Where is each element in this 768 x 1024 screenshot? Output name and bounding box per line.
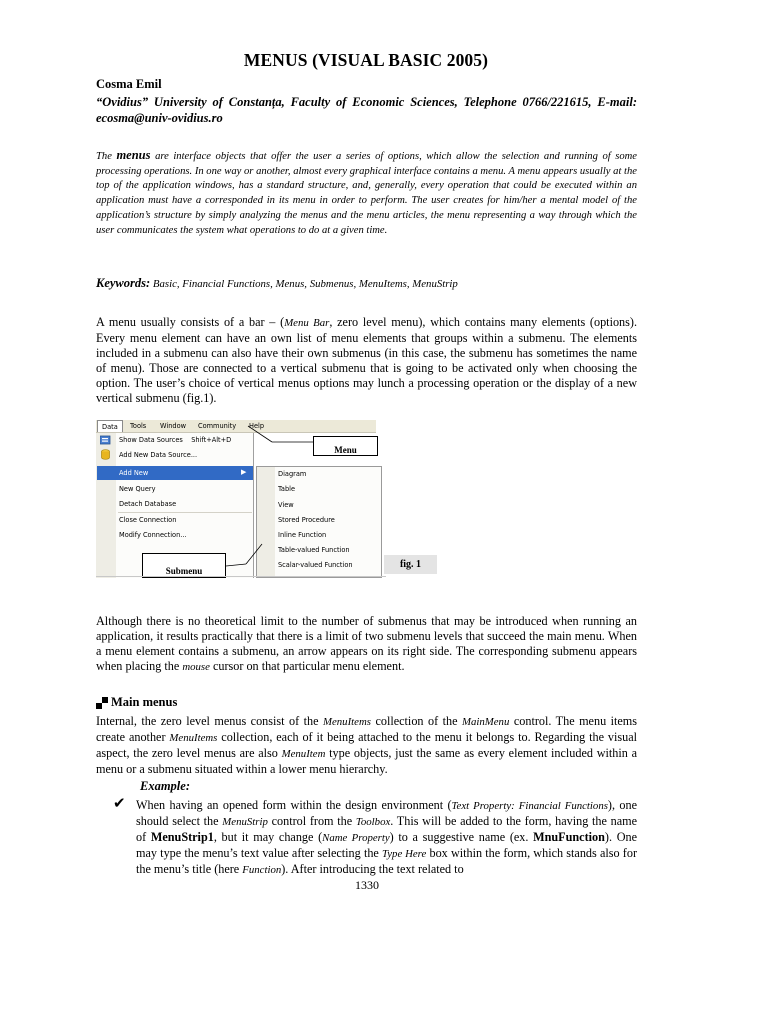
fig-menubar-window: Window — [160, 422, 186, 430]
ex-text-b: ), one should select the — [136, 798, 637, 828]
ex-text-property: Text Property: Financial Functions — [451, 800, 608, 812]
fig-sub-table: Table — [278, 485, 296, 493]
p1-text-a: A menu usually consists of a bar – ( — [96, 315, 285, 329]
ex-menustrip: MenuStrip — [222, 816, 268, 828]
p3-text-d: collection, each of it being attached to the menu it belongs to. Regarding the visual aspect, the zero level menus are also — [96, 730, 638, 760]
fig-caption: fig. 1 — [384, 555, 437, 574]
ex-menustrip1: MenuStrip1 — [150, 830, 214, 844]
section-marker-icon — [96, 697, 108, 709]
paper-title: MENUS (VISUAL BASIC 2005) — [243, 50, 489, 70]
fig-menubar-help: Help — [249, 422, 265, 430]
p3-mainmenu-term: MainMenu — [461, 716, 510, 728]
checkmark-icon: ✔ — [113, 796, 126, 812]
ex-mnufunction: MnuFunction — [533, 830, 605, 844]
fig-sub-diagram: Diagram — [278, 470, 307, 478]
paragraph-2 — [96, 614, 637, 675]
fig-callout-submenu: Submenu — [142, 553, 226, 578]
fig-dd-shortcut: Shift+Alt+D — [191, 436, 232, 444]
fig-dd-modify-connection: Modify Connection... — [119, 531, 187, 539]
section-heading-text: Main menus — [111, 695, 178, 709]
p3-text-c: control. The menu items create another — [96, 714, 638, 744]
p3-menuitem-term: MenuItem — [281, 748, 326, 760]
ex-text-d: . This will be added to the form, having the name of — [136, 814, 638, 844]
ex-function: Function — [242, 864, 282, 876]
p1-text-b: , zero level menu), which contains many elements (options). Every menu element can have an own list of menu elements that groups within a submenu. The elements included in a submenu can also have their own submenus (in this case, the submenu has sometimes the name of menu). Those are connected to a vertical submenu that is going to be activated only when choosing the option. The user’s choice of vertical menus options may lunch a processing operation or the display of a new vertical submenu (fig.1). — [96, 315, 637, 405]
keywords — [96, 276, 458, 291]
abstract-lead: The — [96, 151, 112, 162]
figure-1 — [96, 420, 436, 578]
example-label: Example: — [140, 779, 190, 793]
fig-sub-table-valued-function: Table-valued Function — [278, 546, 350, 554]
abstract-text: are interface objects that offer the user a series of options, which allow the selection and running of some processing operations. In one way or another, almost every graphical interface contains a menu. A menu appears usually at the top of the application windows, has a standard structure, and, generally, every operation that could be executed within an application must have a corresponded in its menu in order to perform. The user creates for him/her a mental model of the application’s structure by simply analyzing the menus and the menu articles, the menu representing a way through which the user communicates the system what operations to do at a given time. — [96, 151, 638, 236]
fig-baseline — [96, 576, 386, 577]
p2-text-a: Although there is no theoretical limit to the number of submenus that may be introduced when running an application, it results practically that there is a limit of two submenu levels that succeed the main menu. When a menu element contains a submenu, an arrow appears on its right side. The corresponding submenu appears when placing the — [96, 614, 637, 673]
ex-text-i: ). After introducing the text related to — [281, 862, 464, 876]
section-heading — [96, 695, 177, 710]
p3-text-e: type objects, just the same as every element included within a menu or a submenu situated within a lower menu hierarchy. — [96, 746, 638, 776]
author-name: Cosma Emil — [96, 77, 162, 91]
author-affiliation: “Ovidius” University of Constanța, Faculty of Economic Sciences, Telephone 0766/221615, E-mail: ecosma@univ-ovidius.ro — [96, 95, 637, 125]
fig-dd-close-connection: Close Connection — [119, 516, 177, 524]
paragraph-1 — [96, 315, 637, 406]
fig-dd-detach-database: Detach Database — [119, 500, 177, 508]
keywords-text: Basic, Financial Functions, Menus, Submenus, MenuItems, MenuStrip — [152, 278, 458, 290]
ex-text-g: ). One may type the menu’s text value after selecting the — [136, 830, 638, 860]
ex-text-a: When having an opened form within the design environment ( — [136, 798, 452, 812]
ex-type-here: Type Here — [382, 848, 427, 860]
ex-text-c: control from the — [271, 814, 353, 828]
fig-dd-add-new: Add New — [119, 469, 149, 477]
p3-menuitems-term-2: MenuItems — [169, 732, 218, 744]
p2-mouse-term: mouse — [182, 661, 210, 673]
ex-text-f: ) to a suggestive name (ex. — [389, 830, 529, 844]
fig-dd-add-new-data-source: Add New Data Source... — [119, 451, 198, 459]
fig-sub-inline-function: Inline Function — [278, 531, 327, 539]
ex-toolbox: Toolbox — [355, 816, 391, 828]
ex-text-h: box within the form, which stands also for the menu’s title (here — [136, 846, 637, 876]
paragraph-3 — [96, 714, 637, 777]
fig-sub-view: View — [278, 501, 294, 509]
p1-menu-bar-term: Menu Bar — [284, 317, 330, 329]
keywords-label: Keywords: — [96, 276, 151, 290]
page-number: 1330 — [355, 878, 379, 892]
abstract — [96, 148, 637, 238]
fig-menubar-community: Community — [198, 422, 237, 430]
fig-dd-new-query: New Query — [119, 485, 156, 493]
p3-menuitems-term: MenuItems — [322, 716, 371, 728]
fig-callout-menu: Menu — [313, 436, 378, 456]
ex-text-e: , but it may change ( — [213, 830, 323, 844]
p2-text-b: cursor on that particular menu element. — [212, 659, 405, 673]
ex-name-property: Name Property — [322, 832, 390, 844]
abstract-term: menus — [116, 148, 151, 162]
example-bullet-text — [136, 798, 637, 878]
fig-menubar-tools: Tools — [130, 422, 147, 430]
submenu-arrow-icon: ▶ — [241, 468, 247, 476]
fig-dd-show-data-sources-label: Show Data Sources — [119, 436, 183, 444]
fig-menubar-data: Data — [97, 420, 123, 432]
p3-text-b: collection of the — [375, 714, 458, 728]
fig-sub-stored-procedure: Stored Procedure — [278, 516, 335, 524]
p3-text-a: Internal, the zero level menus consist of the — [96, 714, 319, 728]
fig-sub-scalar-valued-function: Scalar-valued Function — [278, 561, 353, 569]
